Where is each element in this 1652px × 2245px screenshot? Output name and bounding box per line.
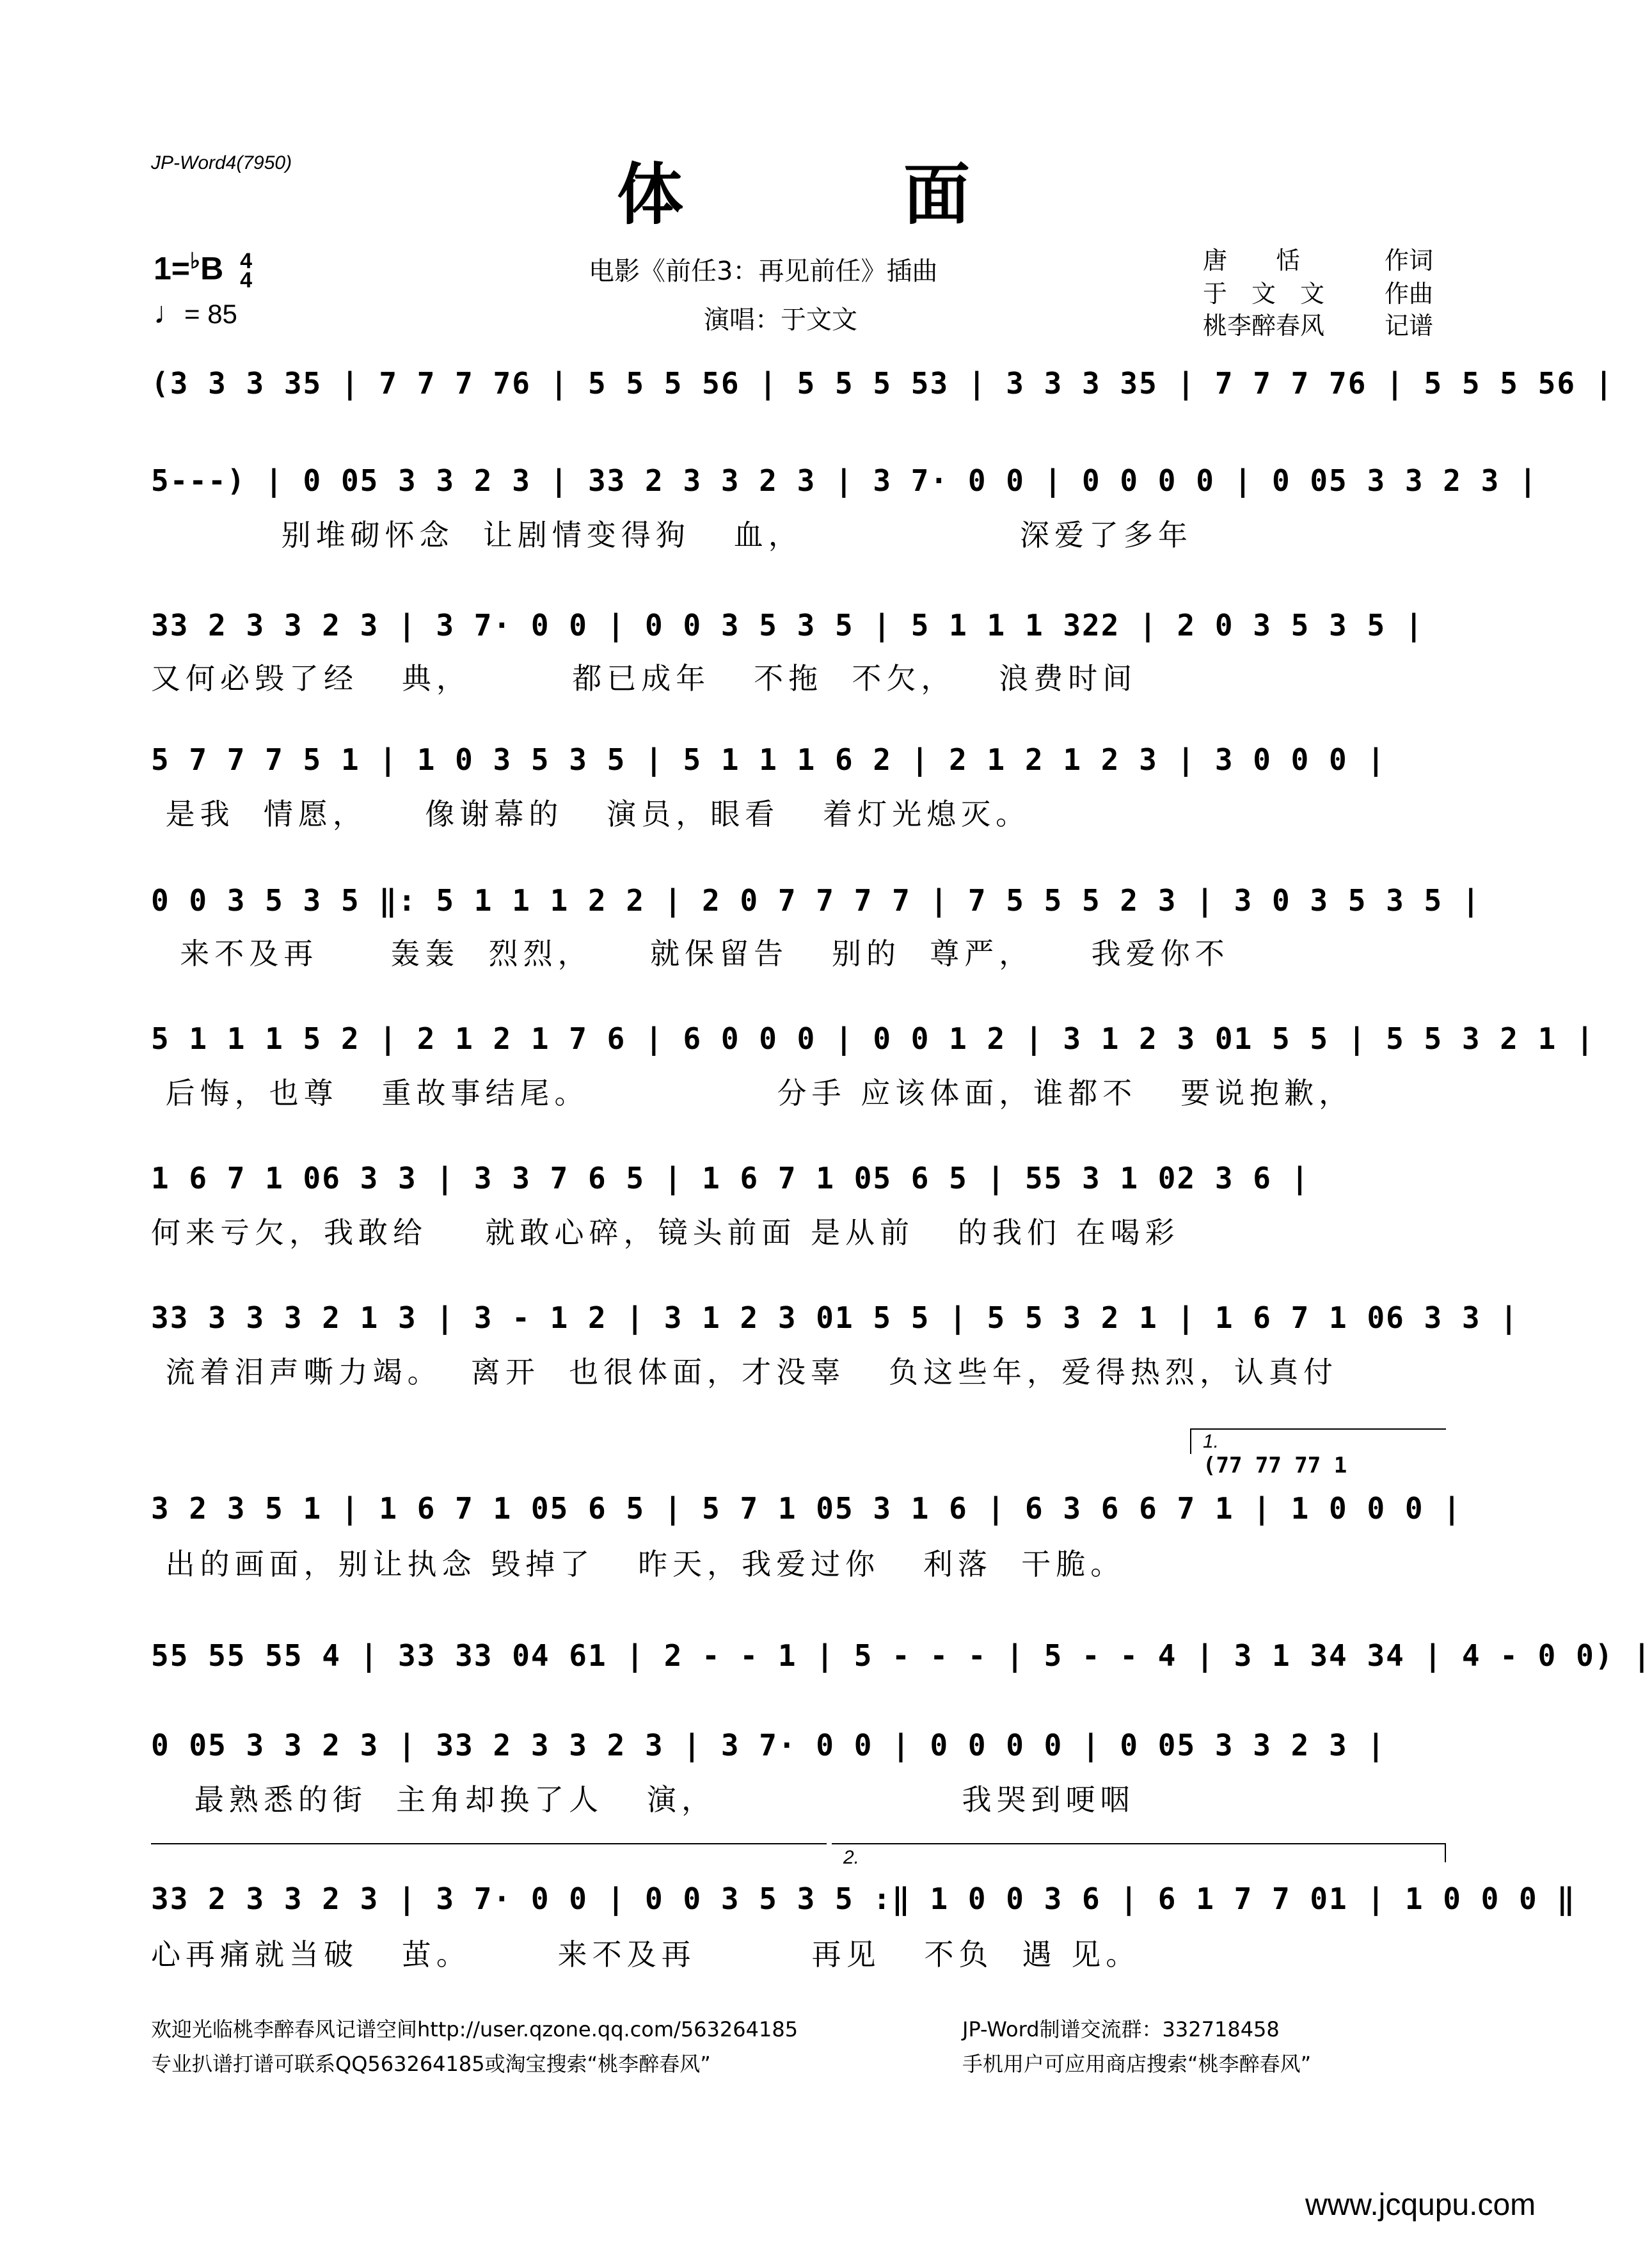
volta-2-bracket	[832, 1843, 1446, 1844]
credit-name: 唐 恬	[1203, 246, 1301, 275]
lyric-line-11: 最熟悉的街 主角却换了人 演， 我哭到哽咽	[151, 1782, 1135, 1817]
footer-website: 欢迎光临桃李醉春风记谱空间http://user.qzone.qq.com/563264185	[151, 2017, 798, 2041]
key-signature	[154, 248, 252, 293]
lyric-line-4: 是我 情愿， 像谢幕的 演员，眼看 着灯光熄灭。	[151, 797, 1031, 831]
notation-line-4: 5 7 7 7 5 1 | 1 0 3 5 3 5 | 5 1 1 1 6 2 | 2 1 2 1 2 3 | 3 0 0 0 |	[151, 742, 1386, 777]
tempo-value: = 85	[184, 299, 237, 329]
notation-line-6: 5 1 1 1 5 2 | 2 1 2 1 7 6 | 6 0 0 0 | 0 0 1 2 | 3 1 2 3 01 5 5 | 5 5 3 2 1 |	[151, 1021, 1595, 1056]
time-signature	[240, 249, 252, 293]
lyric-line-2: 别堆砌怀念 让剧情变得狗 血， 深爱了多年	[151, 518, 1193, 552]
key-prefix: 1=	[154, 250, 191, 287]
volta-1-bracket	[1190, 1428, 1446, 1430]
volta-1-notes: (77 77 77 1	[1203, 1453, 1347, 1478]
footer-app: 手机用户可应用商店搜索“桃李醉春风”	[962, 2052, 1312, 2076]
notation-line-7: 1 6 7 1 06 3 3 | 3 3 7 6 5 | 1 6 7 1 05 6 5 | 55 3 1 02 3 6 |	[151, 1161, 1310, 1195]
credit-name: 桃李醉春风	[1203, 312, 1325, 340]
notation-line-12: 33 2 3 3 2 3 | 3 7· 0 0 | 0 0 3 5 3 5 :‖ 1 0 0 3 6 | 6 1 7 7 01 | 1 0 0 0 ‖	[151, 1881, 1577, 1916]
credit-role: 作曲	[1384, 280, 1433, 308]
lyric-line-6: 后悔，也尊 重故事结尾。 分手 应该体面，谁都不 要说抱歉，	[151, 1076, 1354, 1110]
tempo-marking	[154, 296, 237, 331]
notation-line-11: 0 05 3 3 2 3 | 33 2 3 3 2 3 | 3 7· 0 0 | 0 0 0 0 | 0 05 3 3 2 3 |	[151, 1728, 1386, 1762]
meter-bottom: 4	[240, 268, 252, 293]
lyric-line-7: 何来亏欠，我敢给 就敢心碎，镜头前面 是从前 的我们 在喝彩	[151, 1215, 1180, 1250]
lyric-line-9: 出的画面，别让执念 毁掉了 昨天，我爱过你 利落 干脆。	[151, 1547, 1125, 1581]
repeat-bracket	[151, 1843, 827, 1844]
credit-transcriber	[1203, 306, 1433, 341]
footer-contact: 专业扒谱打谱可联系QQ563264185或淘宝搜索“桃李醉春风”	[151, 2052, 711, 2076]
volta-2-bracket-tick	[1445, 1843, 1446, 1862]
key-note: B	[200, 250, 224, 287]
notation-line-8: 33 3 3 3 2 1 3 | 3 - 1 2 | 3 1 2 3 01 5 5 | 5 5 3 2 1 | 1 6 7 1 06 3 3 |	[151, 1300, 1519, 1335]
notation-line-3: 33 2 3 3 2 3 | 3 7· 0 0 | 0 0 3 5 3 5 | 5 1 1 1 322 | 2 0 3 5 3 5 |	[151, 608, 1424, 643]
credit-role: 记谱	[1384, 312, 1433, 340]
meter-top: 4	[240, 249, 252, 274]
volta-2-label: 2.	[843, 1847, 860, 1868]
credit-role: 作词	[1384, 246, 1433, 275]
volta-1-bracket-tick	[1190, 1428, 1191, 1454]
lyric-line-3: 又何必毁了经 典， 都已成年 不拖 不欠， 浪费时间	[151, 661, 1138, 696]
notation-line-2: 5---) | 0 05 3 3 2 3 | 33 2 3 3 2 3 | 3 7· 0 0 | 0 0 0 0 | 0 05 3 3 2 3 |	[151, 463, 1538, 498]
credit-composer	[1203, 274, 1433, 309]
subtitle: 电影《前任3：再见前任》插曲	[589, 257, 938, 286]
volta-1-label: 1.	[1203, 1431, 1219, 1452]
flat-symbol: ♭	[190, 249, 201, 273]
quarter-note-icon: ♩	[154, 296, 184, 330]
singer: 演唱：于文文	[704, 305, 857, 335]
credit-lyricist	[1203, 241, 1433, 276]
watermark: www.jcqupu.com	[1305, 2188, 1536, 2222]
lyric-line-5: 来不及再 轰轰 烈烈， 就保留告 别的 尊严， 我爱你不	[151, 936, 1230, 971]
footer-group: JP-Word制谱交流群：332718458	[962, 2017, 1280, 2041]
notation-line-1: (3 3 3 35 | 7 7 7 76 | 5 5 5 56 | 5 5 5 53 | 3 3 3 35 | 7 7 7 76 | 5 5 5 56 |	[151, 366, 1614, 401]
lyric-line-8: 流着泪声嘶力竭。 离开 也很体面，才没辜 负这些年，爱得热烈，认真付	[151, 1355, 1338, 1389]
song-title: 体 面	[616, 156, 1047, 234]
notation-line-9: 3 2 3 5 1 | 1 6 7 1 05 6 5 | 5 7 1 05 3 1 6 | 6 3 6 6 7 1 | 1 0 0 0 |	[151, 1491, 1462, 1526]
notation-line-5: 0 0 3 5 3 5 ‖: 5 1 1 1 2 2 | 2 0 7 7 7 7 | 7 5 5 5 2 3 | 3 0 3 5 3 5 |	[151, 883, 1481, 918]
notation-line-10: 55 55 55 4 | 33 33 04 61 | 2 - - 1 | 5 - - - | 5 - - 4 | 3 1 34 34 | 4 - 0 0) |	[151, 1638, 1652, 1673]
lyric-line-12: 心再痛就当破 茧。 来不及再 再见 不负 遇 见。	[151, 1937, 1141, 1972]
software-label: JP-Word4(7950)	[151, 152, 292, 173]
credit-name: 于 文 文	[1203, 280, 1325, 308]
